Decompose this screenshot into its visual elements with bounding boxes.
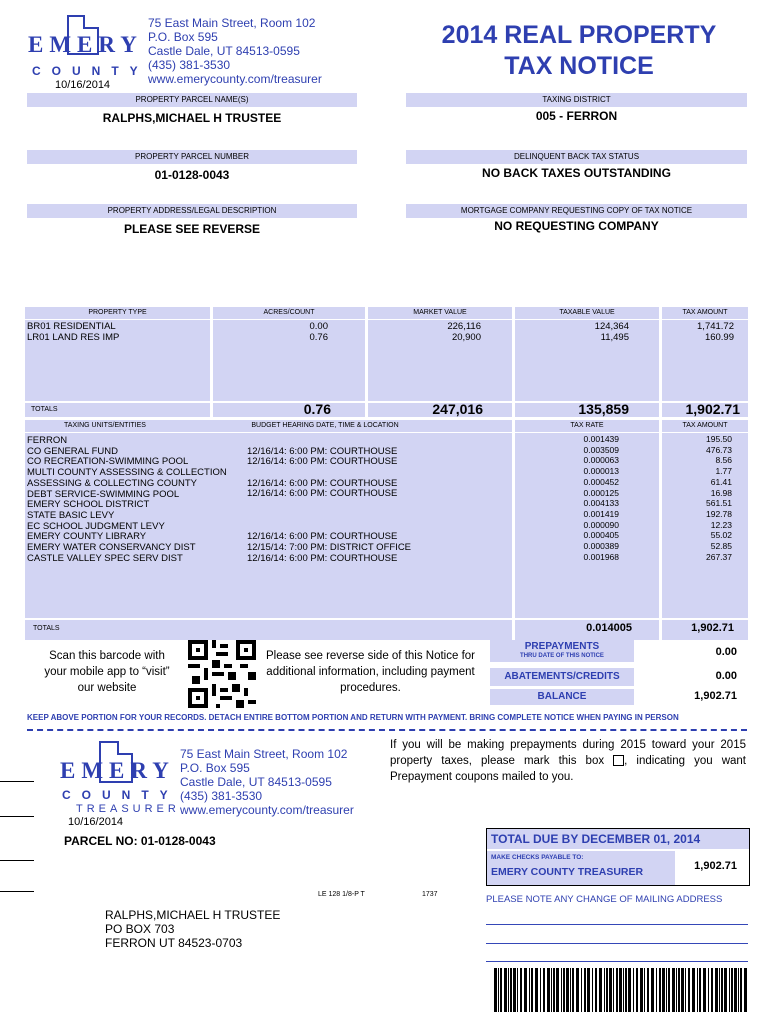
- tax-cells: [662, 322, 734, 343]
- hearing-cell: 12/16/14: 6:00 PM: COURTHOUSE: [247, 552, 398, 564]
- tax-cell: 160.99: [704, 331, 734, 343]
- acres-cell: 0.00: [309, 321, 328, 332]
- barcode-bar: [508, 968, 509, 1012]
- hearing-cell: 12/16/14: 6:00 PM: COURTHOUSE: [247, 456, 398, 468]
- stub-logo: [60, 740, 182, 820]
- barcode-bar: [609, 968, 612, 1012]
- entity-amount-cell: 1.77: [715, 466, 732, 477]
- rate-cell: 0.000063: [583, 455, 619, 466]
- address-write-line[interactable]: [486, 961, 748, 962]
- entity-amount-cell: 8.56: [715, 455, 732, 466]
- qr-code[interactable]: [188, 640, 256, 708]
- website-link[interactable]: www.emerycounty.com/treasurer: [148, 72, 322, 86]
- payee: EMERY COUNTY TREASURER: [491, 866, 644, 878]
- barcode-bar: [744, 968, 747, 1012]
- col-header-tax-rate: TAX RATE: [570, 422, 604, 429]
- entity-name: CO GENERAL FUND: [27, 445, 118, 457]
- barcode-bar: [551, 968, 552, 1012]
- address-line: 75 East Main Street, Room 102: [180, 747, 348, 761]
- entity-names: [27, 436, 257, 564]
- logo-county-text: COUNTY: [62, 788, 179, 802]
- barcode-bar: [699, 968, 701, 1012]
- property-address-label: PROPERTY ADDRESS/LEGAL DESCRIPTION: [27, 204, 357, 218]
- taxable-cell: 11,495: [600, 331, 629, 343]
- entity-amount-cell: 561.51: [706, 498, 732, 509]
- fold-mark: [0, 860, 34, 861]
- hearing-cells: [247, 436, 477, 564]
- entity-amount-cell: 52.85: [710, 541, 732, 552]
- entity-name: EC SCHOOL JUDGMENT LEVY: [27, 520, 165, 532]
- entity-amount-cell: 192.78: [706, 508, 732, 519]
- abatements-label: ABATEMENTS/CREDITS: [490, 668, 634, 686]
- barcode-bar: [672, 968, 675, 1012]
- barcode-bar: [633, 968, 634, 1012]
- col-header-entity-amount: TAX AMOUNT: [682, 422, 728, 429]
- barcode-bar: [584, 968, 586, 1012]
- total-entity-amount: 1,902.71: [691, 622, 734, 634]
- hearing-cell: [247, 511, 477, 522]
- barcode-bar: [513, 968, 516, 1012]
- mortgage-value: NO REQUESTING COMPANY: [494, 219, 659, 233]
- total-taxable: 135,859: [578, 401, 629, 417]
- total-due-label: TOTAL DUE BY DECEMBER 01, 2014: [487, 829, 749, 849]
- entity-name: FERRON: [27, 435, 68, 446]
- entity-name: STATE BASIC LEVY: [27, 509, 115, 521]
- barcode-bar: [724, 968, 727, 1012]
- taxable-cell: 124,364: [594, 321, 629, 332]
- total-market: 247,016: [432, 401, 483, 417]
- barcode-bar: [576, 968, 579, 1012]
- barcode-bar: [662, 968, 665, 1012]
- total-due-box: [486, 828, 750, 886]
- barcode-bar: [553, 968, 555, 1012]
- logo-treasurer-text: TREASURER: [76, 803, 180, 815]
- reverse-side-note: Please see reverse side of this Notice for additional information, including payment procedures.: [265, 650, 476, 694]
- barcode-bar: [656, 968, 657, 1012]
- barcode-bar: [524, 968, 527, 1012]
- entity-name: EMERY COUNTY LIBRARY: [27, 531, 147, 543]
- entities-totals-label: TOTALS: [33, 625, 60, 632]
- barcode-bar: [668, 968, 670, 1012]
- parcel-label: PROPERTY PARCEL NUMBER: [27, 150, 357, 164]
- tax-cell: 1,741.72: [697, 321, 734, 332]
- entity-name: MULTI COUNTY ASSESSING & COLLECTION: [27, 467, 227, 479]
- rate-cells: [515, 434, 619, 562]
- stub-parcel-number: PARCEL NO: 01-0128-0043: [64, 834, 216, 848]
- barcode-bar: [678, 968, 680, 1012]
- barcode-bar: [500, 968, 502, 1012]
- col-header-acres: ACRES/COUNT: [263, 309, 315, 316]
- barcode-bar: [685, 968, 686, 1012]
- rate-cell: 0.000452: [583, 476, 619, 487]
- market-cells: [368, 322, 481, 343]
- entity-name: CO RECREATION-SWIMMING POOL: [27, 456, 189, 468]
- notice-title: [400, 20, 758, 82]
- hearing-cell: 12/15/14: 7:00 PM: DISTRICT OFFICE: [247, 541, 412, 553]
- barcode-bar: [715, 968, 718, 1012]
- entity-amount-cell: 16.98: [710, 487, 732, 498]
- barcode-bar: [708, 968, 709, 1012]
- address-write-line[interactable]: [486, 924, 748, 925]
- barcode-bar: [644, 968, 645, 1012]
- total-tax: 1,902.71: [685, 401, 740, 417]
- address-line: P.O. Box 595: [148, 30, 218, 44]
- change-address-note: PLEASE NOTE ANY CHANGE OF MAILING ADDRESS: [486, 894, 723, 905]
- barcode-bar: [613, 968, 614, 1012]
- county-logo: [28, 14, 149, 84]
- prepay-text: If you will be making prepayments during 2015 toward your 2015 property taxes, please mark this box: [390, 739, 746, 767]
- barcode-bar: [659, 968, 661, 1012]
- entity-amount-cell: 12.23: [710, 519, 732, 530]
- hearing-cell: 12/16/14: 6:00 PM: COURTHOUSE: [247, 445, 398, 457]
- barcode-bar: [681, 968, 684, 1012]
- barcode-bar: [619, 968, 622, 1012]
- barcode-bar: [676, 968, 677, 1012]
- rate-cell: 0.003509: [583, 444, 619, 455]
- balance-label: BALANCE: [490, 689, 634, 705]
- barcode-bar: [692, 968, 695, 1012]
- logo-emery-text: EMERY: [28, 32, 143, 57]
- entity-amount-cell: 267.37: [706, 551, 732, 562]
- col-header-property-type: PROPERTY TYPE: [88, 309, 147, 316]
- fold-mark: [0, 891, 34, 892]
- delinquent-label: DELINQUENT BACK TAX STATUS: [406, 150, 747, 164]
- district-value: 005 - FERRON: [535, 109, 618, 123]
- barcode-bar: [504, 968, 507, 1012]
- acres-cells: [213, 322, 328, 343]
- barcode-bar: [561, 968, 562, 1012]
- barcode-bar: [731, 968, 733, 1012]
- rate-cell: 0.000125: [583, 487, 619, 498]
- barcode-bar: [697, 968, 698, 1012]
- table-row: [27, 322, 207, 343]
- barcode-bar: [599, 968, 602, 1012]
- barcode-bar: [606, 968, 608, 1012]
- property-type-cell: BR01 RESIDENTIAL: [27, 321, 116, 332]
- barcode-bar: [721, 968, 723, 1012]
- stub-address: [180, 747, 354, 817]
- prepay-instructions: [390, 737, 746, 785]
- barcode-bar: [529, 968, 530, 1012]
- address-line: 75 East Main Street, Room 102: [148, 16, 316, 30]
- address-line: (435) 381-3530: [180, 789, 263, 803]
- district-label: TAXING DISTRICT: [406, 93, 747, 107]
- stub-date: 10/16/2014: [68, 816, 124, 828]
- rate-cell: 0.000090: [583, 519, 619, 530]
- barcode-bar: [566, 968, 569, 1012]
- barcode-instructions: Scan this barcode with your mobile app to “visit” our website: [44, 650, 170, 694]
- logo-emery-text: EMERY: [60, 758, 175, 783]
- barcode-bar: [517, 968, 518, 1012]
- barcode-bar: [543, 968, 545, 1012]
- barcode-bar: [498, 968, 499, 1012]
- entity-name: EMERY SCHOOL DISTRICT: [27, 499, 150, 511]
- barcode-bar: [540, 968, 541, 1012]
- barcode-bar: [581, 968, 582, 1012]
- fold-mark: [0, 816, 34, 817]
- prepayments-value: 0.00: [715, 646, 737, 658]
- prepay-checkbox[interactable]: [613, 755, 624, 766]
- entity-name: ASSESSING & COLLECTING COUNTY: [27, 477, 197, 489]
- mortgage-label: MORTGAGE COMPANY REQUESTING COPY OF TAX NOTICE: [406, 204, 747, 218]
- barcode-bar: [640, 968, 643, 1012]
- barcode-bar: [703, 968, 706, 1012]
- col-header-hearing: BUDGET HEARING DATE, TIME & LOCATION: [251, 422, 399, 429]
- address-line: Castle Dale, UT 84513-0595: [148, 44, 300, 58]
- taxable-cells: [515, 322, 629, 343]
- barcode-bar: [494, 968, 497, 1012]
- barcode-bar: [616, 968, 618, 1012]
- rate-cell: 0.001419: [583, 508, 619, 519]
- total-rate: 0.014005: [586, 622, 632, 634]
- fold-mark: [0, 781, 34, 782]
- barcode-bar: [572, 968, 574, 1012]
- website-link[interactable]: www.emerycounty.com/treasurer: [180, 803, 354, 817]
- market-cell: 20,900: [451, 331, 481, 343]
- barcode-bar: [587, 968, 590, 1012]
- sequence-number: 1737: [422, 891, 438, 898]
- address-line: P.O. Box 595: [180, 761, 250, 775]
- entity-amount-cell: 195.50: [706, 434, 732, 444]
- barcode-bar: [547, 968, 550, 1012]
- parcel-value: 01-0128-0043: [154, 168, 230, 182]
- owner-value: RALPHS,MICHAEL H TRUSTEE: [102, 111, 282, 125]
- entity-name: CASTLE VALLEY SPEC SERV DIST: [27, 552, 183, 564]
- rate-cell: 0.001439: [583, 434, 619, 444]
- entity-amount-cell: 61.41: [710, 476, 732, 487]
- hearing-cell: 12/16/14: 6:00 PM: COURTHOUSE: [247, 531, 398, 543]
- property-type-cell: LR01 LAND RES IMP: [27, 331, 120, 343]
- entity-name: DEBT SERVICE-SWIMMING POOL: [27, 488, 180, 500]
- title-line: 2014 REAL PROPERTY: [441, 21, 717, 49]
- mail-line: PO BOX 703: [105, 922, 175, 936]
- barcode-bar: [688, 968, 690, 1012]
- address-line: Castle Dale, UT 84513-0595: [180, 775, 332, 789]
- owner-label: PROPERTY PARCEL NAME(S): [27, 93, 357, 107]
- entity-amount-cell: 476.73: [706, 444, 732, 455]
- barcode-bar: [623, 968, 624, 1012]
- abatements-value: 0.00: [715, 670, 737, 682]
- barcode-bar: [625, 968, 627, 1012]
- barcode-bar: [711, 968, 713, 1012]
- barcode-bar: [734, 968, 737, 1012]
- barcode-bar: [531, 968, 533, 1012]
- barcode-bar: [535, 968, 538, 1012]
- prepay-text-end: , indicating you want Prepayment coupons mailed to you.: [390, 755, 746, 783]
- prepayments-box: [490, 640, 634, 662]
- barcode-bar: [740, 968, 742, 1012]
- barcode-bar: [592, 968, 593, 1012]
- barcode-bar: [604, 968, 605, 1012]
- barcode-bar: [628, 968, 631, 1012]
- mail-line: RALPHS,MICHAEL H TRUSTEE: [105, 908, 281, 922]
- barcode-bar: [719, 968, 720, 1012]
- address-line: (435) 381-3530: [148, 58, 231, 72]
- barcode-bar: [666, 968, 667, 1012]
- title-line: TAX NOTICE: [504, 52, 654, 80]
- entity-amount-cell: 55.02: [710, 530, 732, 541]
- notice-date: 10/16/2014: [55, 79, 111, 91]
- hearing-cell: 12/16/14: 6:00 PM: COURTHOUSE: [247, 477, 398, 489]
- mail-line: FERRON UT 84523-0703: [105, 936, 243, 950]
- barcode-bar: [570, 968, 571, 1012]
- logo-county-text: COUNTY: [32, 64, 149, 78]
- col-header-taxable: TAXABLE VALUE: [559, 309, 615, 316]
- barcode-bar: [647, 968, 649, 1012]
- postal-barcode: [494, 968, 750, 1012]
- total-acres: 0.76: [303, 401, 331, 417]
- prepayments-sub: THRU DATE OF THIS NOTICE: [520, 653, 604, 659]
- barcode-bar: [510, 968, 512, 1012]
- rate-cell: 0.000389: [583, 541, 619, 552]
- entity-name: EMERY WATER CONSERVANCY DIST: [27, 542, 196, 554]
- barcode-bar: [636, 968, 638, 1012]
- mailing-address: [105, 908, 280, 950]
- make-checks-label: MAKE CHECKS PAYABLE TO:: [491, 854, 584, 861]
- rate-cell: 0.000405: [583, 530, 619, 541]
- barcode-bar: [520, 968, 522, 1012]
- property-table: [25, 307, 748, 417]
- barcode-bar: [556, 968, 559, 1012]
- entity-amount-cells: [662, 434, 732, 562]
- barcode-bar: [738, 968, 739, 1012]
- barcode-bar: [563, 968, 565, 1012]
- rate-cell: 0.001968: [583, 551, 619, 562]
- delinquent-value: NO BACK TAXES OUTSTANDING: [482, 166, 671, 180]
- hearing-cell: 12/16/14: 6:00 PM: COURTHOUSE: [247, 488, 398, 500]
- col-header-market: MARKET VALUE: [413, 309, 467, 316]
- totals-label: TOTALS: [31, 406, 58, 413]
- acres-cell: 0.76: [309, 331, 328, 343]
- col-header-entities: TAXING UNITS/ENTITIES: [64, 422, 146, 429]
- rate-cell: 0.004133: [583, 498, 619, 509]
- entities-table: [25, 420, 748, 640]
- col-header-tax-amount: TAX AMOUNT: [682, 309, 728, 316]
- address-write-line[interactable]: [486, 943, 748, 944]
- property-address-value: PLEASE SEE REVERSE: [123, 222, 261, 236]
- market-cell: 226,116: [447, 321, 481, 332]
- tear-line: [27, 729, 747, 731]
- rate-cell: 0.000013: [583, 466, 619, 477]
- hearing-cell: [247, 500, 477, 511]
- total-due-value: 1,902.71: [694, 860, 737, 872]
- prepayments-label: PREPAYMENTS: [524, 641, 600, 652]
- barcode-bar: [651, 968, 654, 1012]
- balance-value: 1,902.71: [694, 690, 737, 702]
- county-address: [148, 16, 322, 86]
- barcode-bar: [595, 968, 597, 1012]
- detach-instructions: KEEP ABOVE PORTION FOR YOUR RECORDS. DETACH ENTIRE BOTTOM PORTION AND RETURN WITH PAYMENT. BRING COMPLETE NOTICE WHEN PAYING IN PERSON: [27, 713, 679, 722]
- barcode-bar: [729, 968, 730, 1012]
- form-code: LE 128 1/8-P T: [318, 891, 365, 898]
